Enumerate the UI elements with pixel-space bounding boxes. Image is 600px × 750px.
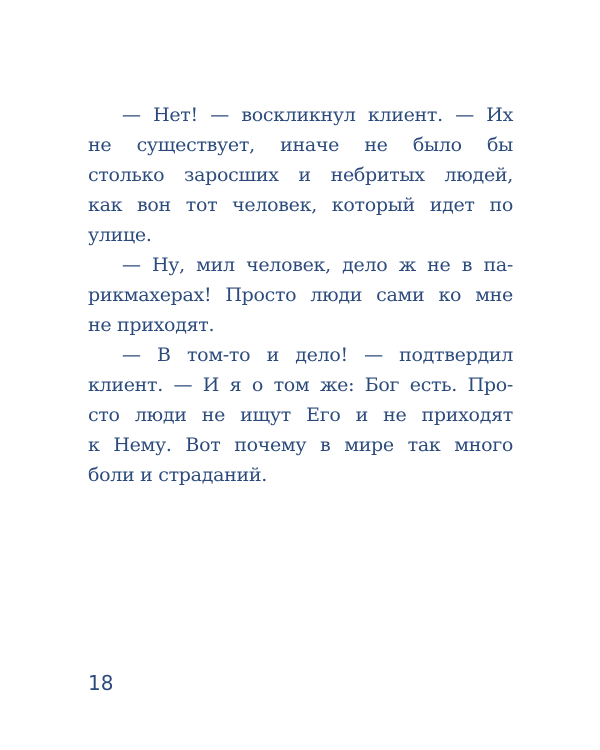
- text-line: сто люди не ищут Его и не приходят: [88, 404, 513, 426]
- text-line: — Ну, мил человек, дело ж не в па-: [122, 254, 513, 276]
- text-line: к Нему. Вот почему в мире так много: [88, 434, 513, 456]
- text-line: — Нет! — воскликнул клиент. — Их: [122, 104, 513, 126]
- page-number: 18: [88, 671, 114, 695]
- text-line: не приходят.: [88, 314, 215, 336]
- text-line: улице.: [88, 224, 152, 246]
- text-line: рикмахерах! Просто люди сами ко мне: [88, 284, 513, 306]
- body-text: [88, 100, 513, 490]
- text-line: боли и страданий.: [88, 464, 267, 486]
- text-line: как вон тот человек, который идет по: [88, 194, 513, 216]
- text-line: столько заросших и небритых людей,: [88, 164, 513, 186]
- text-line: клиент. — И я о том же: Бог есть. Про-: [88, 374, 513, 396]
- text-line: — В том-то и дело! — подтвердил: [122, 344, 513, 366]
- text-line: не существует, иначе не было бы: [88, 134, 513, 156]
